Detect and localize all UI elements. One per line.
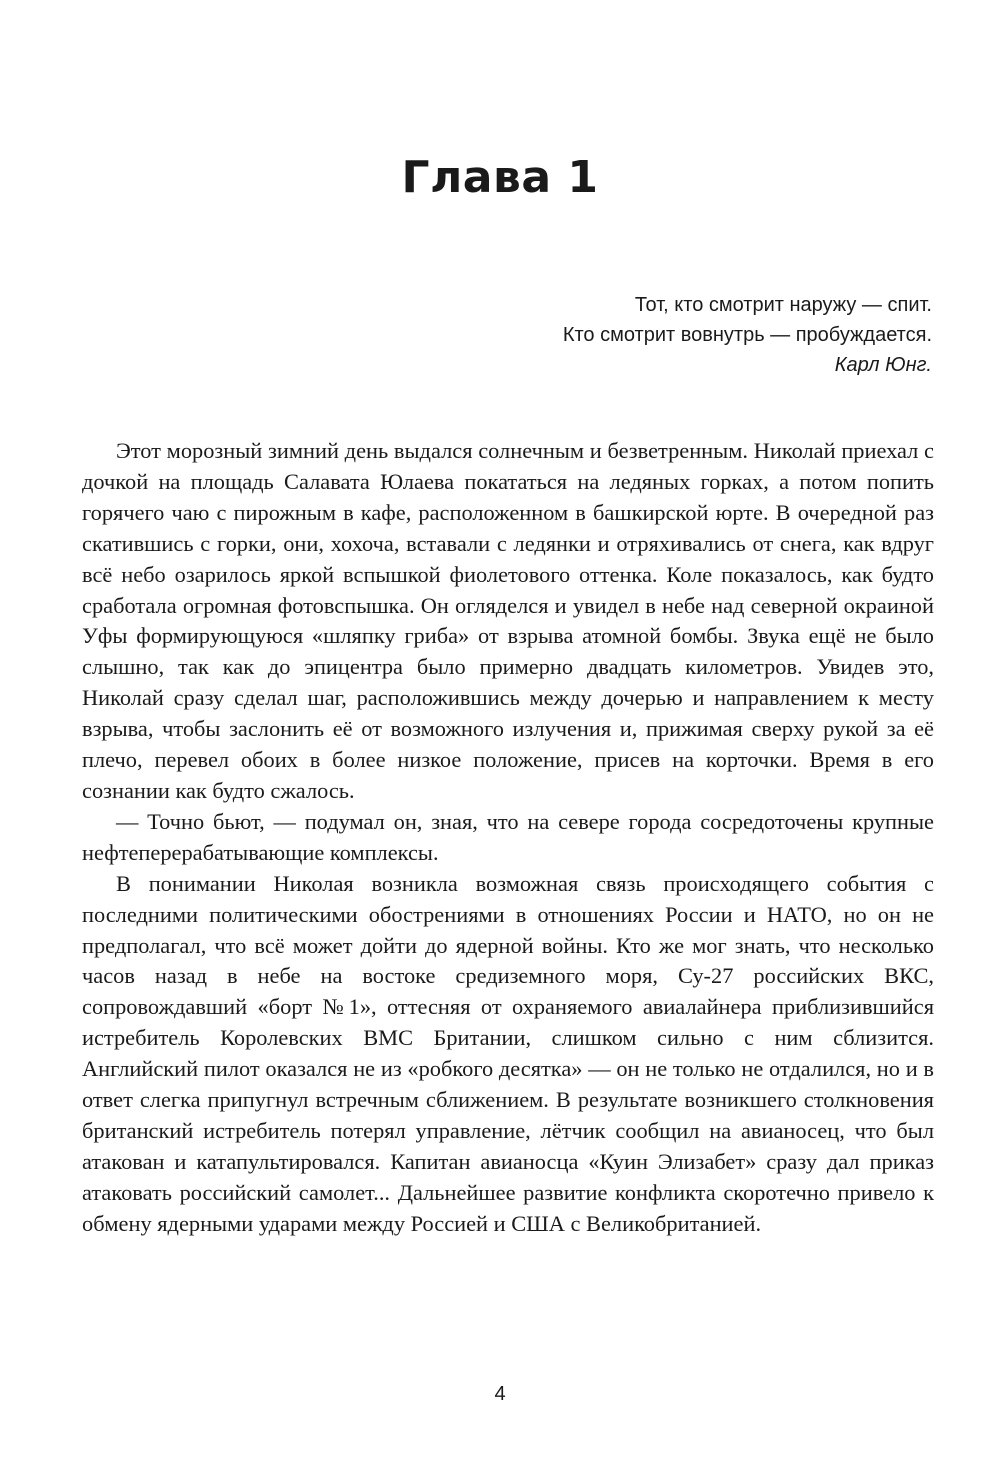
epigraph-line: Тот, кто смотрит наружу — спит. — [634, 294, 932, 316]
chapter-body — [82, 436, 934, 1240]
epigraph-line: Кто смотрит вовнутрь — пробуждается. — [562, 324, 932, 346]
page-number: 4 — [494, 1383, 506, 1405]
chapter-title: Глава 1 — [401, 152, 599, 203]
body-paragraph: Этот морозный зимний день выдался солнечным и безветренным. Николай приехал с дочкой на площадь Салавата Юлаева покататься на ледяных горках, а потом попить горячего чаю с пирожным в кафе, расположенном в башкирской юрте. В очередной раз скатившись с горки, они, хохоча, вставали с ледянки и отряхивались от снега, как вдруг всё небо озарилось яркой вспышкой фиолетового оттенка. Коле показалось, как будто сработала огромная фотовспышка. Он огляделся и увидел в небе над северной окраиной Уфы формирующуюся «шляпку гриба» от взрыва атомной бомбы. Звука ещё не было слышно, так как до эпицентра было примерно двадцать километров. Увидев это, Николай сразу сделал шаг, расположившись между дочерью и направлением к месту взрыва, чтобы заслонить её от возможного излучения и, прижимая сверху рукой за её плечо, перевел обоих в более низкое положение, присев на корточки. Время в его сознании как будто сжалось. — [82, 438, 934, 803]
body-paragraph: В понимании Николая возникла возможная связь происходящего события с последними политическими обострениями в отношениях России и НАТО, но он не предполагал, что всё может дойти до ядерной войны. Кто же мог знать, что несколько часов назад в небе на востоке средиземного моря, Су-27 российских ВКС, сопровождавший «борт №1», оттесняя от охраняемого авиалайнера приблизившийся истребитель Королевских ВМС Британии, слишком сильно с ним сблизится. Английский пилот оказался не из «робкого десятка» — он не только не отдалился, но и в ответ слегка припугнул встречным сближением. В результате возникшего столкновения британский истребитель потерял управление, лётчик сообщил на авианосец, что был атакован и катапультировался. Капитан авианосца «Куин Элизабет» сразу дал приказ атаковать российский самолет... Дальнейшее развитие конфликта скоротечно привело к обмену ядерными ударами между Россией и США с Великобританией. — [82, 870, 934, 1236]
epigraph-author: Карл Юнг. — [834, 354, 932, 376]
epigraph — [332, 290, 932, 380]
body-paragraph: — Точно бьют, — подумал он, зная, что на севере города сосредоточены крупные нефтеперерабатывающие комплексы. — [82, 808, 934, 865]
